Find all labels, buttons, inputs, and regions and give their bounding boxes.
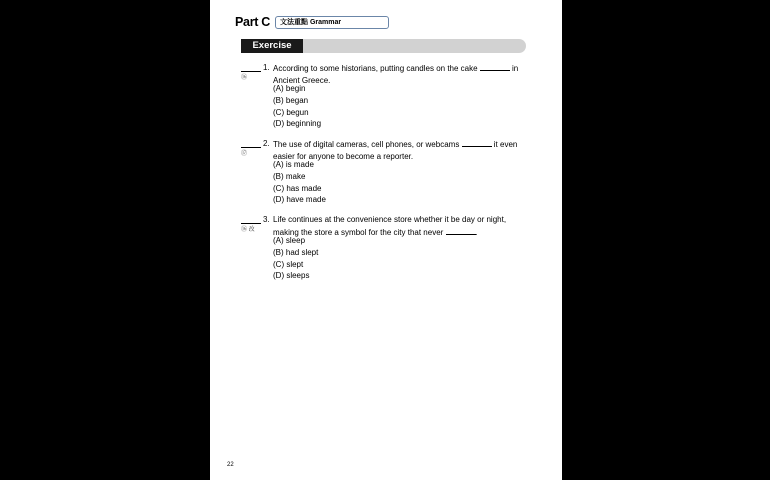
option-b[interactable]: (B) make <box>273 171 306 181</box>
option-c[interactable]: (C) begun <box>273 107 309 117</box>
question-number: 3. <box>263 215 270 224</box>
stem-text: it even <box>493 140 518 149</box>
answer-blank[interactable] <box>241 214 261 224</box>
option-d[interactable]: (D) sleeps <box>273 271 310 281</box>
exercise-tab: Exercise <box>241 39 303 53</box>
question-number: 2. <box>263 139 270 148</box>
section-title-box: 文法重點 Grammar <box>275 16 389 29</box>
stem-text: The use of digital cameras, cell phones, or webcams <box>273 140 460 149</box>
question-1 <box>241 62 531 134</box>
option-a[interactable]: (A) sleep <box>273 236 306 245</box>
option-a[interactable]: (A) is made <box>273 160 314 169</box>
stem-text: According to some historians, putting candles on the cake <box>273 64 478 73</box>
option-a[interactable]: (A) begin <box>273 84 306 93</box>
stem-text: Ancient Greece. <box>273 75 331 85</box>
question-number: 1. <box>263 63 270 72</box>
source-tag: ⑯ 改 <box>241 227 255 233</box>
option-c[interactable]: (C) slept <box>273 259 304 269</box>
question-3 <box>241 214 531 286</box>
option-b[interactable]: (B) began <box>273 95 309 105</box>
stem-text: making the store a symbol for the city that never <box>273 227 444 237</box>
option-b[interactable]: (B) had slept <box>273 247 319 257</box>
source-tag: ⑯ <box>241 75 248 81</box>
part-label: Part C <box>235 15 271 29</box>
part-heading <box>235 14 389 30</box>
options-list <box>273 235 318 282</box>
options-list <box>273 159 326 206</box>
inline-blank[interactable] <box>462 138 492 147</box>
option-c[interactable]: (C) has made <box>273 183 322 193</box>
page-number: 22 <box>227 462 234 468</box>
source-tag: ⑰ <box>241 151 248 157</box>
option-d[interactable]: (D) have made <box>273 195 326 205</box>
inline-blank[interactable] <box>480 62 510 71</box>
stem-text: in <box>512 64 519 73</box>
stem-text: . <box>475 227 478 237</box>
stem-text: Life continues at the convenience store whether it be day or night, <box>273 215 507 224</box>
question-2 <box>241 138 531 210</box>
exercise-bar <box>241 39 526 53</box>
inline-blank[interactable] <box>446 226 476 235</box>
stem-text: easier for anyone to become a reporter. <box>273 151 414 161</box>
answer-blank[interactable] <box>241 62 261 72</box>
answer-blank[interactable] <box>241 138 261 148</box>
option-d[interactable]: (D) beginning <box>273 119 322 129</box>
options-list <box>273 83 321 130</box>
document-page <box>210 0 562 480</box>
